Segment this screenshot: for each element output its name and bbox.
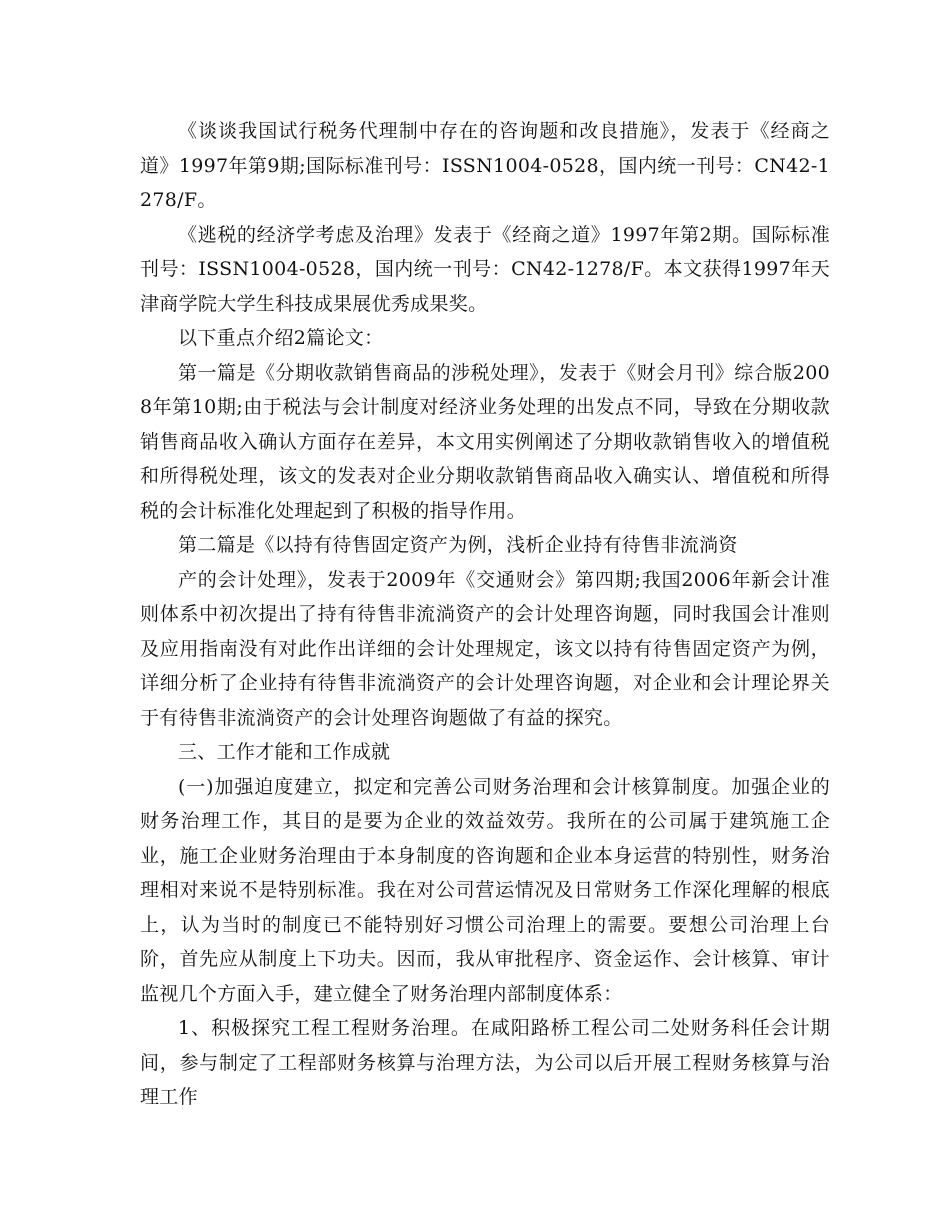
paragraph-second-paper-title: 第二篇是《以持有待售固定资产为例，浅析企业持有待售非流淌资	[178, 534, 738, 556]
paragraph-tax-evasion-paper: 《逃税的经济学考虑及治理》发表于《经商之道》1997年第2期。国际标准刊号：ISSN1004-0528，国内统一刊号：CN42-1278/F。本文获得1997年天津商学院大学生科技成果展优秀成果奖。	[140, 223, 830, 315]
paragraph-tax-agency-paper: 《谈谈我国试行税务代理制中存在的咨询题和改良措施》，发表于《经商之道》1997年第9期;国际标准刊号：ISSN1004-0528，国内统一刊号：CN42-1278/F。	[140, 120, 830, 211]
paragraph-second-paper-body: 产的会计处理》，发表于2009年《交通财会》第四期;我国2006年新会计准则体系中初次提出了持有待售非流淌资产的会计处理咨询题，同时我国会计准则及应用指南没有对此作出详细的会计处理规定，该文以持有待售固定资产为例，详细分析了企业持有待售非流淌资产的会计处理咨询题，对企业和会计理论界关于有待售非流淌资产的会计处理咨询题做了有益的探究。	[140, 568, 830, 729]
document-body	[140, 114, 830, 1115]
section-heading-work-achievements: 三、工作才能和工作成就	[178, 741, 391, 763]
paragraph-system-building: (一)加强迫度建立，拟定和完善公司财务治理和会计核算制度。加强企业的财务治理工作，其目的是要为企业的效益效劳。我所在的公司属于建筑施工企业，施工企业财务治理由于本身制度的咨询题和企业本身运营的特别性，财务治理相对来说不是特别标准。我在对公司营运情况及日常财务工作深化理解的根底上，认为当时的制度已不能特别好习惯公司治理上的需要。要想公司治理上台阶，首先应从制度上下功夫。因而，我从审批程序、资金运作、会计核算、审计监视几个方面入手，建立健全了财务治理内部制度体系：	[140, 775, 830, 1005]
paragraph-project-finance: 1、积极探究工程工程财务治理。在咸阳路桥工程公司二处财务科任会计期间，参与制定了工程部财务核算与治理方法，为公司以后开展工程财务核算与治理工作	[140, 1017, 830, 1108]
paragraph-intro-two-papers: 以下重点介绍2篇论文：	[178, 327, 384, 349]
paragraph-first-paper: 第一篇是《分期收款销售商品的涉税处理》，发表于《财会月刊》综合版2008年第10期;由于税法与会计制度对经济业务处理的出发点不同，导致在分期收款销售商品收入确认方面存在差异，本文用实例阐述了分期收款销售收入的增值税和所得税处理，该文的发表对企业分期收款销售商品收入确实认、增值税和所得税的会计标准化处理起到了积极的指导作用。	[140, 361, 830, 522]
